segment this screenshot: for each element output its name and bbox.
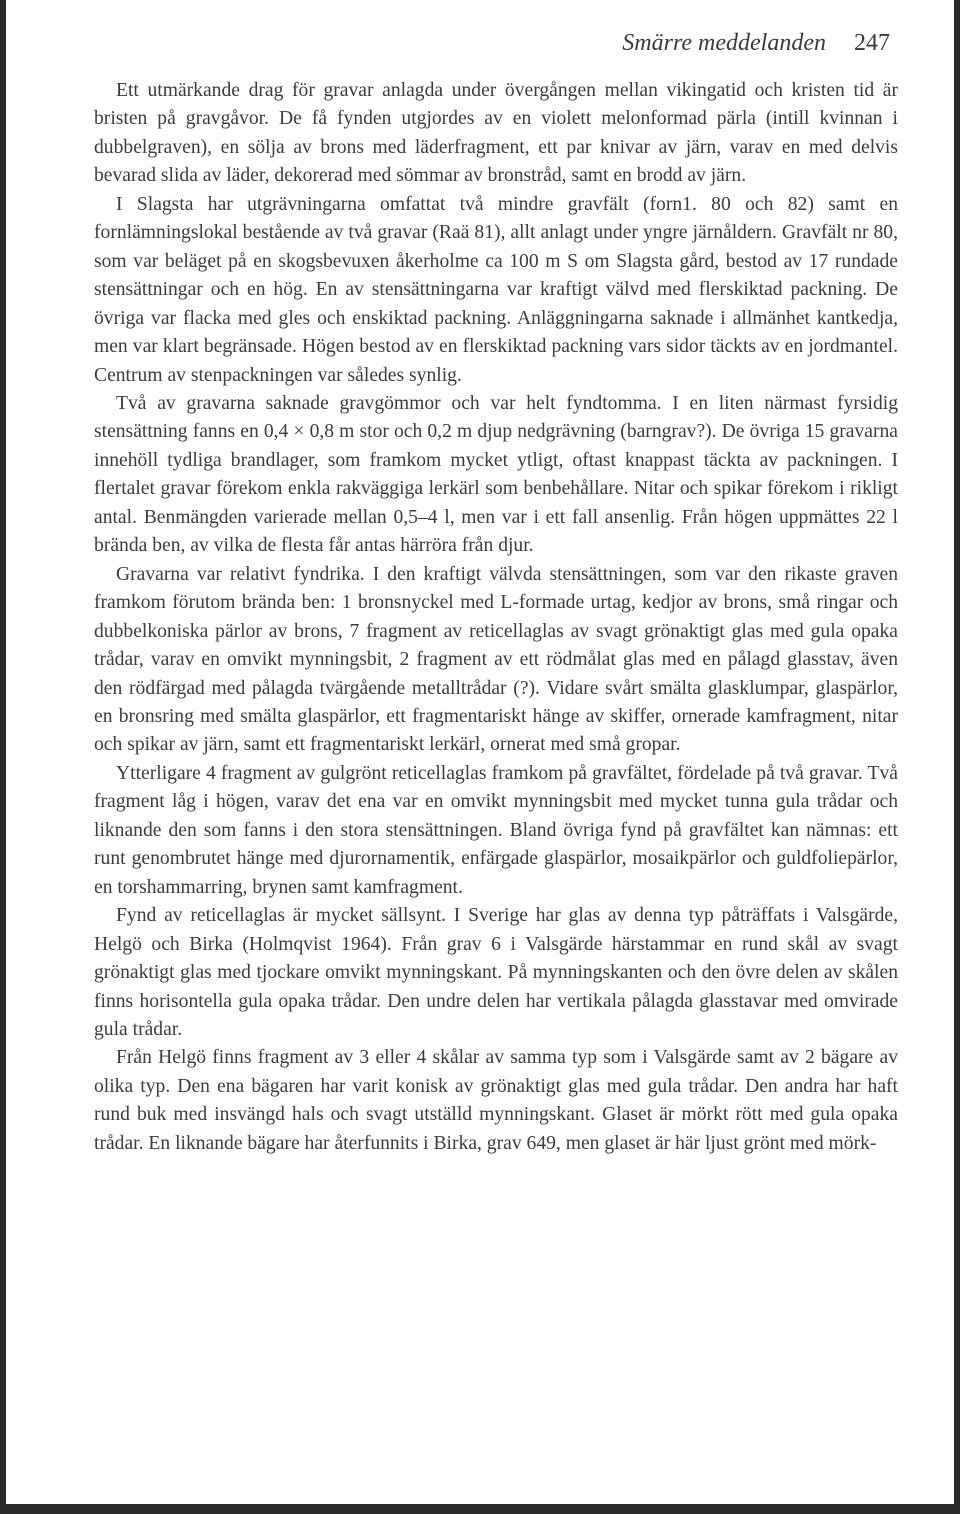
running-head [622, 30, 890, 57]
paragraph: Från Helgö finns fragment av 3 eller 4 skålar av samma typ som i Valsgärde samt av 2 bägare av olika typ. Den ena bägaren har varit konisk av grönaktigt glas med gula trådar. Den andra har haft rund buk med insvängd hals och svagt utställd mynningskant. Glaset är mörkt rött med gula opaka trådar. En liknande bägare har återfunnits i Birka, grav 649, men glaset är här ljust grönt med mörk- [94, 1047, 898, 1154]
page-number: 247 [854, 30, 890, 56]
paragraph: Ytterligare 4 fragment av gulgrönt reticellaglas framkom på gravfältet, fördelade på två gravar. Två fragment låg i högen, varav det ena var en omvikt mynningsbit med mycket tunna gula trådar och liknande den som fanns i den stora stensättningen. Bland övriga fynd på gravfältet kan nämnas: ett runt genombrutet hänge med djurornamentik, enfärgade glaspärlor, mosaikpärlor och guldfoliepärlor, en torshammarring, brynen samt kamfragment. [94, 762, 898, 898]
paragraph: Gravarna var relativt fyndrika. I den kraftigt välvda stensättningen, som var den rikaste graven framkom förutom brända ben: 1 bronsnyckel med L-formade urtag, kedjor av brons, små ringar och dubbelkoniska pärlor av brons, 7 fragment av reticellaglas av svagt grönaktigt glas med gula opaka trådar, varav en omvikt mynningsbit, 2 fragment av ett rödmålat glas med en pålagd glasstav, även den rödfärgad med pålagda tvärgående metalltrådar (?). Vidare svårt smälta glasklumpar, glaspärlor, en bronsring med smälta glaspärlor, ett fragmentariskt hänge av skiffer, ornerade kamfragment, nitar och spikar av järn, samt ett fragmentariskt lerkärl, ornerat med små gropar. [94, 563, 898, 756]
running-head-title: Smärre meddelanden [622, 30, 826, 56]
paragraph: Ett utmärkande drag för gravar anlagda under övergången mellan vikingatid och kristen tid är bristen på gravgåvor. De få fynden utgjordes av en violett melonformad pärla (intill kvinnan i dubbelgraven), en sölja av brons med läderfragment, ett par knivar av järn, varav en med delvis bevarad slida av läder, dekorerad med sömmar av bronstråd, samt en brodd av järn. [94, 80, 898, 187]
paragraph: Två av gravarna saknade gravgömmor och var helt fyndtomma. I en liten närmast fyrsidig stensättning fanns en 0,4 × 0,8 m stor och 0,2 m djup nedgrävning (barngrav?). De övriga 15 gravarna innehöll tydliga brandlager, som framkom mycket ytligt, oftast knappast täckta av packningen. I flertalet gravar förekom enkla rakväggiga lerkärl som benbehållare. Nitar och spikar förekom i rikligt antal. Benmängden varierade mellan 0,5–4 l, men var i ett fall ansenlig. Från högen uppmättes 22 l brända ben, av vilka de flesta får antas härröra från djur. [94, 392, 898, 557]
body-text [94, 77, 898, 1158]
paragraph: I Slagsta har utgrävningarna omfattat två mindre gravfält (forn1. 80 och 82) samt en fornlämningslokal bestående av två gravar (Raä 81), allt anlagt under yngre järnåldern. Gravfält nr 80, som var beläget på en skogsbevuxen åkerholme ca 100 m S om Slagsta gård, bestod av 17 rundade stensättningar och en hög. En av stensättningarna var kraftigt välvd med flerskiktad packning. De övriga var flacka med gles och enskiktad packning. Anläggningarna saknade i allmänhet kantkedja, men var klart begränsade. Högen bestod av en flerskiktad packning vars sidor täckts av en jordmantel. Centrum av stenpackningen var således synlig. [94, 193, 898, 386]
paragraph: Fynd av reticellaglas är mycket sällsynt. I Sverige har glas av denna typ påträffats i Valsgärde, Helgö och Birka (Holmqvist 1964). Från grav 6 i Valsgärde härstammar en rund skål av svagt grönaktigt glas med tjockare omvikt mynningskant. På mynningskanten och den övre delen av skålen finns horisontella gula opaka trådar. Den undre delen har vertikala pålagda glasstavar med omvirade gula trådar. [94, 905, 898, 1040]
